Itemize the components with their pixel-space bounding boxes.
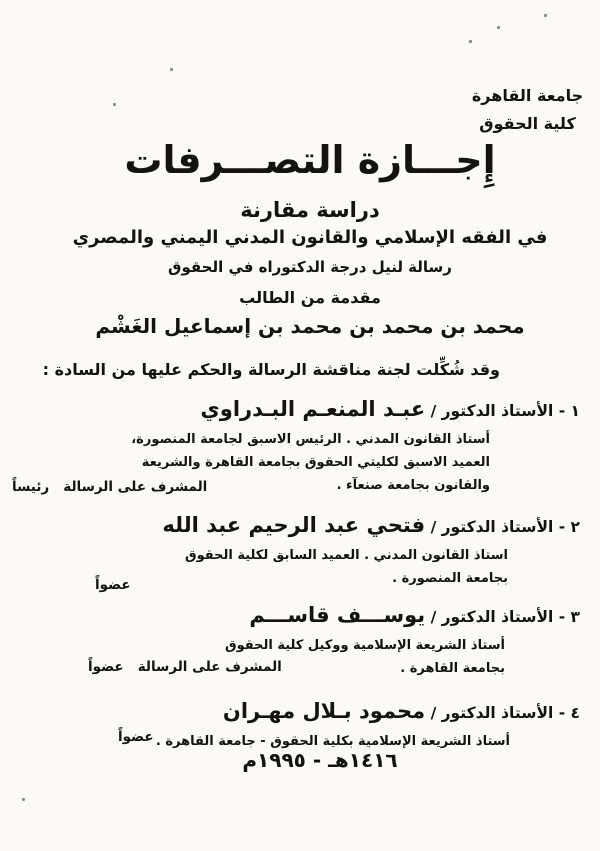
- committee-entry-2-name: فتحي عبد الرحيم عبد الله: [162, 513, 426, 537]
- detail-line: بجامعة المنصورة .: [392, 571, 508, 586]
- detail-line: والقانون بجامعة صنعآء .: [336, 478, 490, 493]
- detail-line: أستاذ الشريعة الإسلامية بكلية الحقوق - جامعة القاهرة .: [155, 734, 510, 749]
- committee-entry-4-name: محمود بـلال مهـران: [222, 699, 426, 723]
- scan-speck: [497, 26, 500, 29]
- committee-entry-2-prefix: ٢ - الأستاذ الدكتور /: [430, 518, 580, 536]
- thesis-title: إِجـــازة التصـــرفات: [124, 138, 496, 182]
- scan-speck: [170, 68, 173, 71]
- detail-line: العميد الاسبق لكليتي الحقوق بجامعة القاهرة والشريعة: [141, 455, 490, 470]
- committee-intro: وقد شُكِّلت لجنة مناقشة الرسالة والحكم عليها من السادة :: [42, 360, 500, 379]
- committee-entry-4-head: [0, 694, 600, 730]
- presented-by-line: مقدمة من الطالب: [239, 288, 381, 307]
- detail-line: أستاذ الشريعة الإسلامية ووكيل كلية الحقوق: [224, 638, 505, 653]
- university-name: جامعة القاهرة: [471, 86, 584, 105]
- committee-entry-1-role: المشرف على الرسالة رئيساً: [12, 479, 208, 495]
- committee-entry-2-head: [0, 508, 600, 544]
- committee-entry-2-details: [0, 544, 600, 590]
- detail-line: استاذ القانون المدني . العميد السابق لكلية الحقوق: [184, 548, 508, 563]
- committee-entry-1-prefix: ١ - الأستاذ الدكتور /: [430, 402, 580, 420]
- committee-entry-3-name: يوســـف قاســـم: [249, 603, 426, 627]
- committee-entry-1-name: عبـد المنعـم البـدراوي: [200, 397, 426, 421]
- thesis-scope-line: في الفقه الإسلامي والقانون المدني اليمني والمصري: [72, 227, 548, 248]
- committee-entry-1-head: [0, 392, 600, 428]
- scan-speck: [469, 40, 472, 43]
- committee-entry-2-role: عضواً: [95, 577, 131, 593]
- thesis-subtitle: دراسة مقارنة: [240, 198, 380, 222]
- scan-speck: [544, 14, 547, 17]
- committee-entry-2: [0, 508, 600, 590]
- committee-entry-3-prefix: ٣ - الأستاذ الدكتور /: [430, 608, 580, 626]
- date-line: ١٤١٦هـ - ١٩٩٥م: [242, 748, 398, 772]
- faculty-name: كلية الحقوق: [479, 114, 576, 133]
- scan-speck: [22, 798, 25, 801]
- committee-entry-4: [0, 694, 600, 753]
- scan-speck: [113, 103, 116, 106]
- degree-line: رسالة لنيل درجة الدكتوراه في الحقوق: [168, 258, 452, 276]
- student-name: محمد بن محمد بن محمد بن إسماعيل الغَشْم: [95, 314, 525, 338]
- committee-entry-3-role: المشرف على الرسالة عضواً: [88, 659, 282, 675]
- committee-entry-4-role: عضواً: [118, 729, 154, 745]
- committee-entry-3-head: [0, 598, 600, 634]
- committee-entry-4-prefix: ٤ - الأستاذ الدكتور /: [430, 704, 580, 722]
- detail-line: بجامعة القاهرة .: [400, 661, 505, 676]
- detail-line: أستاذ القانون المدني . الرئيس الاسبق لجامعة المنصورة،: [131, 432, 490, 447]
